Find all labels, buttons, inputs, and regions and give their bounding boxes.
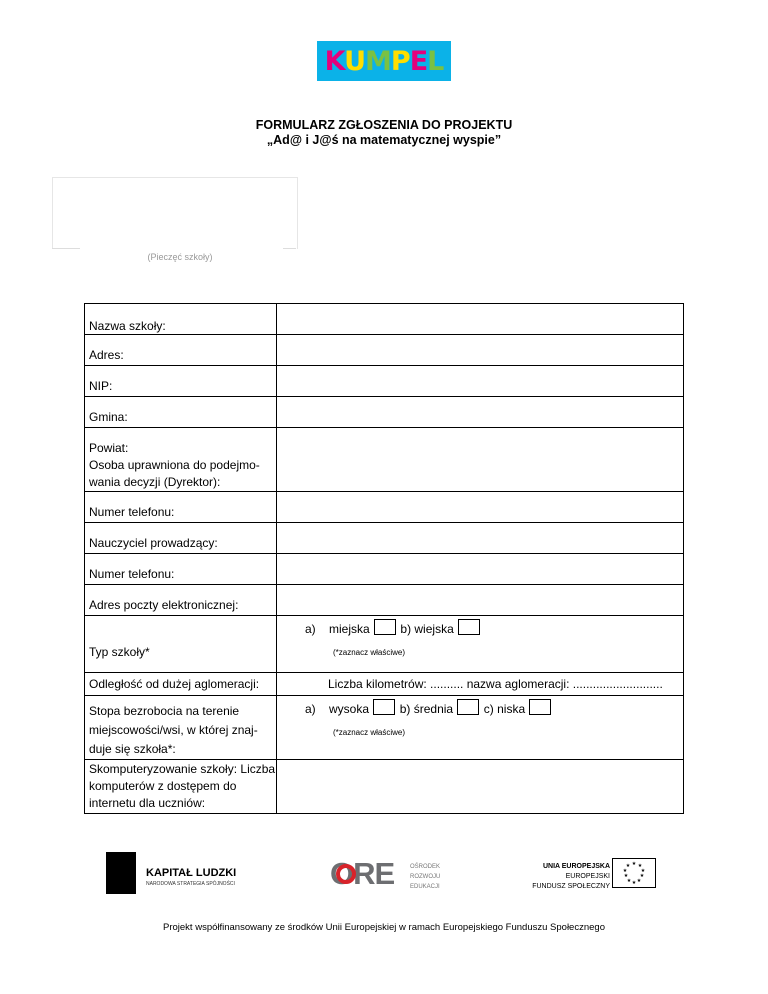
option-low-label: c) niska bbox=[483, 702, 526, 716]
label-phone: Numer telefonu: bbox=[85, 492, 277, 523]
label-distance: Odległość od dużej aglomeracji: bbox=[85, 673, 277, 696]
ore-circle-icon bbox=[336, 864, 356, 884]
label-school-name: Nazwa szkoły: bbox=[85, 304, 277, 335]
checkbox-mid[interactable] bbox=[457, 699, 479, 715]
label-nip: NIP: bbox=[85, 366, 277, 397]
eu-line-1: UNIA EUROPEJSKA bbox=[542, 863, 610, 870]
option-rural-label: b) wiejska bbox=[400, 622, 454, 636]
ore-wordmark: ORE bbox=[330, 856, 395, 891]
label-teacher: Nauczyciel prowadzący: bbox=[85, 523, 277, 554]
field-address[interactable] bbox=[277, 335, 684, 366]
label-powiat-director bbox=[85, 428, 277, 492]
stamp-line bbox=[283, 248, 296, 249]
checkbox-high[interactable] bbox=[373, 699, 395, 715]
unemployment-prefix: a) bbox=[305, 702, 316, 716]
field-email[interactable] bbox=[277, 585, 684, 616]
logo-letter: P bbox=[390, 45, 410, 77]
svg-text:★: ★ bbox=[622, 868, 628, 874]
project-title: „Ad@ i J@ś na matematycznej wyspie” bbox=[266, 133, 502, 147]
kapital-ludzki-logo bbox=[94, 842, 244, 904]
footer-text: Projekt współfinansowany ze środków Unii Europejskiej w ramach Europejskiego Funduszu Społecznego bbox=[163, 922, 605, 933]
option-high-label: wysoka bbox=[329, 702, 370, 716]
label-director: Osoba uprawniona do podejmo-wania decyzji (Dyrektor): bbox=[89, 458, 260, 489]
field-powiat-director[interactable] bbox=[277, 428, 684, 492]
checkbox-low[interactable] bbox=[529, 699, 551, 715]
logo-letter: U bbox=[344, 45, 366, 77]
option-urban-label: miejska bbox=[329, 622, 370, 636]
label-powiat: Powiat: bbox=[89, 441, 129, 455]
label-teacher-phone: Numer telefonu: bbox=[85, 554, 277, 585]
ore-line-1: OŚRODEK bbox=[410, 864, 441, 870]
label-gmina: Gmina: bbox=[85, 397, 277, 428]
label-email: Adres poczty elektronicznej: bbox=[85, 585, 277, 616]
svg-text:★: ★ bbox=[637, 863, 643, 869]
eu-text bbox=[510, 862, 610, 892]
field-teacher[interactable] bbox=[277, 523, 684, 554]
field-phone[interactable] bbox=[277, 492, 684, 523]
application-form-table bbox=[84, 303, 684, 814]
ore-line-3: EDUKACJI bbox=[410, 884, 440, 890]
form-title: FORMULARZ ZGŁOSZENIA DO PROJEKTU bbox=[255, 118, 513, 132]
checkbox-urban[interactable] bbox=[374, 619, 396, 635]
logo-letter: M bbox=[365, 45, 391, 77]
svg-text:★: ★ bbox=[625, 863, 631, 869]
mark-note: (*zaznacz właściwe) bbox=[333, 648, 406, 657]
logo-text bbox=[324, 45, 444, 77]
logo-letter: L bbox=[427, 45, 444, 77]
school-type-options bbox=[277, 616, 684, 673]
label-computers: Skomputeryzowanie szkoły: Liczba komputerów z dostępem do internetu dla uczniów: bbox=[85, 760, 277, 814]
field-school-name[interactable] bbox=[277, 304, 684, 335]
label-address: Adres: bbox=[85, 335, 277, 366]
kl-title: KAPITAŁ LUDZKI bbox=[146, 867, 237, 879]
logo-letter: K bbox=[324, 45, 345, 77]
label-unemployment: Stopa bezrobocia na terenie miejscowości/wsi, w której znaj-duje się szkoła*: bbox=[85, 696, 277, 760]
svg-text:★: ★ bbox=[631, 880, 637, 886]
svg-text:★: ★ bbox=[623, 873, 629, 879]
svg-text:★: ★ bbox=[626, 878, 632, 884]
ore-logo bbox=[330, 842, 465, 904]
ore-line-2: ROZWOJU bbox=[410, 874, 441, 880]
eu-line-3: FUNDUSZ SPOŁECZNY bbox=[532, 883, 610, 890]
school-type-prefix: a) bbox=[305, 622, 316, 636]
school-stamp-area bbox=[52, 177, 298, 249]
svg-text:★: ★ bbox=[639, 873, 645, 879]
label-school-type: Typ szkoły* bbox=[85, 616, 277, 673]
field-teacher-phone[interactable] bbox=[277, 554, 684, 585]
field-gmina[interactable] bbox=[277, 397, 684, 428]
field-computers[interactable] bbox=[277, 760, 684, 814]
kapital-ludzki-icon bbox=[106, 852, 136, 894]
unemployment-options bbox=[277, 696, 684, 760]
option-mid-label: b) średnia bbox=[399, 702, 454, 716]
svg-text:★: ★ bbox=[640, 868, 646, 874]
mark-note-2: (*zaznacz właściwe) bbox=[333, 728, 406, 737]
eu-line-2: EUROPEJSKI bbox=[565, 873, 610, 880]
eu-flag-icon bbox=[612, 858, 656, 888]
kumpel-logo bbox=[317, 41, 451, 81]
stamp-line bbox=[52, 248, 80, 249]
kl-subtitle: NARODOWA STRATEGIA SPÓJNOŚCI bbox=[146, 881, 235, 887]
stamp-label: (Pieczęć szkoły) bbox=[147, 252, 213, 262]
svg-text:★: ★ bbox=[631, 861, 637, 867]
svg-text:★: ★ bbox=[636, 878, 642, 884]
eu-logo bbox=[500, 842, 660, 904]
field-distance[interactable]: Liczba kilometrów: .......... nazwa aglomeracji: ........................... bbox=[277, 673, 684, 696]
ore-subtitle bbox=[410, 862, 440, 892]
logo-letter: E bbox=[409, 45, 428, 77]
field-nip[interactable] bbox=[277, 366, 684, 397]
checkbox-rural[interactable] bbox=[458, 619, 480, 635]
